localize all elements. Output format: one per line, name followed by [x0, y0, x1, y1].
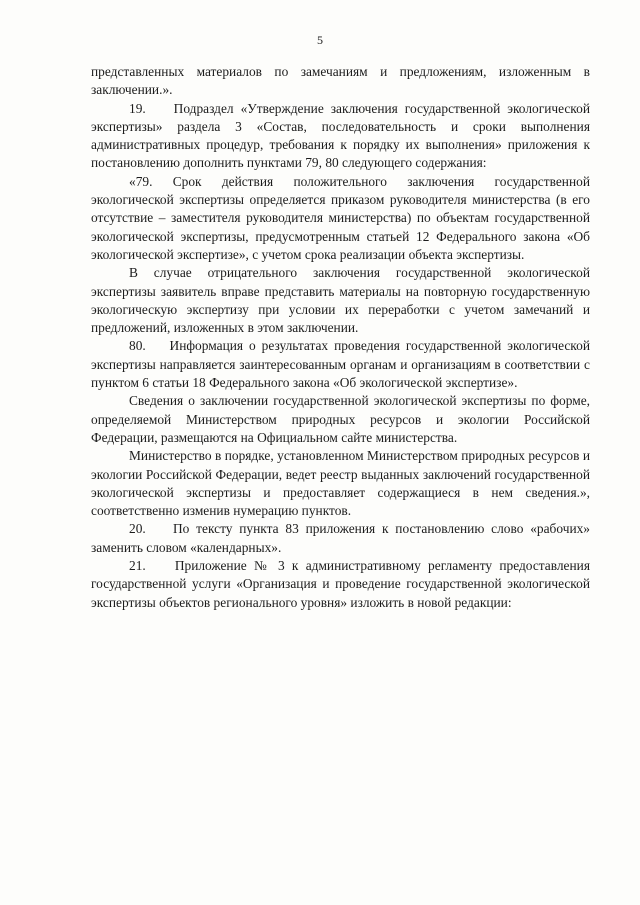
paragraph-conclusion-info: Сведения о заключении государственной экологической экспертизы по форме, определяемой Министерством природных ресурсов и экологии Российской Федерации, размещаются на Официальном сайте министерства. [91, 393, 590, 445]
paragraph-item-21: 21. Приложение № 3 к административному регламенту предоставления государственной услуги «Организация и проведение государственной экологической экспертизы объектов регионального уровня» изложить в новой редакции: [91, 558, 590, 610]
paragraph-registry: Министерство в порядке, установленном Министерством природных ресурсов и экологии Российской Федерации, ведет реестр выданных заключений государственной экологической экспертизы и предоставляет содержащиеся в нем сведения.», соответственно изменив нумерацию пунктов. [91, 448, 590, 519]
paragraph-item-80: 80. Информация о результатах проведения государственной экологической экспертизы направляется заинтересованным органам и организациям в соответствии с пунктом 6 статьи 18 Федерального закона «Об экологической экспертизе». [91, 338, 590, 391]
document-body [91, 63, 590, 612]
paragraph-item-19: 19. Подраздел «Утверждение заключения государственной экологической экспертизы» раздела 3 «Состав, последовательность и сроки выполнения административных процедур, требования к порядку их выполнения» приложения к постановлению дополнить пунктами 79, 80 следующего содержания: [91, 100, 590, 171]
paragraph-item-20: 20. По тексту пункта 83 приложения к постановлению слово «рабочих» заменить словом «календарных». [91, 521, 590, 555]
paragraph-item-79: «79. Срок действия положительного заключения государственной экологической экспертизы определяется приказом руководителя министерства (в его отсутствие – заместителя руководителя министерства) по объектам государственной экологической экспертизы, предусмотренным статьей 12 Федерального закона «Об экологической экспертизе», с учетом срока реализации объекта экспертизы. [91, 173, 590, 262]
page-number: 5 [317, 33, 323, 47]
paragraph-continuation: представленных материалов по замечаниям и предложениям, изложенным в заключении.». [91, 64, 590, 98]
paragraph-negative-conclusion: В случае отрицательного заключения государственной экологической экспертизы заявитель вправе представить материалы на повторную государственную экологическую экспертизу при условии их переработки с учетом замечаний и предложений, изложенных в этом заключении. [91, 265, 590, 336]
